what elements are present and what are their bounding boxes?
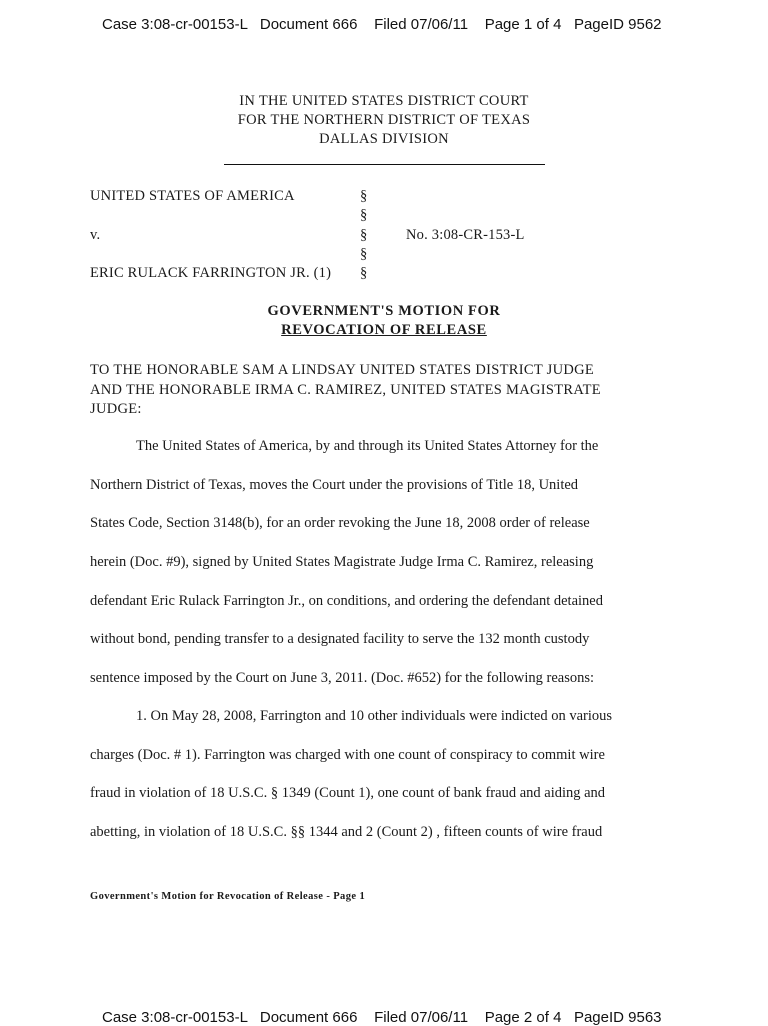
section-symbol: § (360, 246, 368, 262)
body-line: Northern District of Texas, moves the Court under the provisions of Title 18, United (90, 477, 579, 493)
addressee-line: AND THE HONORABLE IRMA C. RAMIREZ, UNITED STATES MAGISTRATE (90, 381, 601, 398)
page-footer: Government's Motion for Revocation of Release - Page 1 (90, 891, 366, 902)
addressee-line: TO THE HONORABLE SAM A LINDSAY UNITED STATES DISTRICT JUDGE (90, 362, 595, 378)
section-symbol: § (360, 188, 368, 204)
body-line: fraud in violation of 18 U.S.C. § 1349 (Count 1), one count of bank fraud and aiding and (90, 785, 606, 801)
court-heading-line: FOR THE NORTHERN DISTRICT OF TEXAS (237, 112, 531, 128)
motion-title: GOVERNMENT'S MOTION FOR (267, 303, 501, 319)
addressee-line: JUDGE: (90, 401, 142, 417)
caption-case-number: No. 3:08-CR-153-L (406, 227, 525, 243)
addressee-block (90, 361, 670, 420)
section-symbol: § (360, 207, 368, 223)
body-line: herein (Doc. #9), signed by United States Magistrate Judge Irma C. Ramirez, releasing (90, 554, 594, 570)
court-heading-line: IN THE UNITED STATES DISTRICT COURT (239, 93, 529, 109)
court-heading-line: DALLAS DIVISION (319, 131, 449, 147)
next-page-header: Case 3:08-cr-00153-L Document 666 Filed 07/06/11 Page 2 of 4 PageID 9563 (102, 1009, 662, 1026)
caption-plaintiff: UNITED STATES OF AMERICA (90, 188, 295, 204)
body-line: sentence imposed by the Court on June 3, 2011. (Doc. #652) for the following reasons: (90, 670, 595, 686)
body-line: abetting, in violation of 18 U.S.C. §§ 1344 and 2 (Count 2) , fifteen counts of wire fraud (90, 824, 603, 840)
heading-divider (224, 164, 545, 165)
body-line: defendant Eric Rulack Farrington Jr., on conditions, and ordering the defendant detained (90, 593, 603, 609)
body-line: The United States of America, by and through its United States Attorney for the (136, 438, 599, 454)
body-line: 1. On May 28, 2008, Farrington and 10 other individuals were indicted on various (136, 708, 613, 724)
caption-defendant: ERIC RULACK FARRINGTON JR. (1) (90, 265, 332, 281)
body-line: States Code, Section 3148(b), for an order revoking the June 18, 2008 order of release (90, 515, 590, 531)
caption-versus: v. (90, 227, 101, 243)
motion-subtitle (200, 322, 568, 339)
section-symbol: § (360, 227, 368, 243)
body-line: charges (Doc. # 1). Farrington was charged with one count of conspiracy to commit wire (90, 747, 605, 763)
page-header: Case 3:08-cr-00153-L Document 666 Filed 07/06/11 Page 1 of 4 PageID 9562 (102, 16, 662, 33)
court-heading (200, 92, 568, 149)
body-line: without bond, pending transfer to a designated facility to serve the 132 month custody (90, 631, 590, 647)
section-symbol: § (360, 265, 368, 281)
motion-subtitle-text: REVOCATION OF RELEASE (281, 322, 487, 338)
